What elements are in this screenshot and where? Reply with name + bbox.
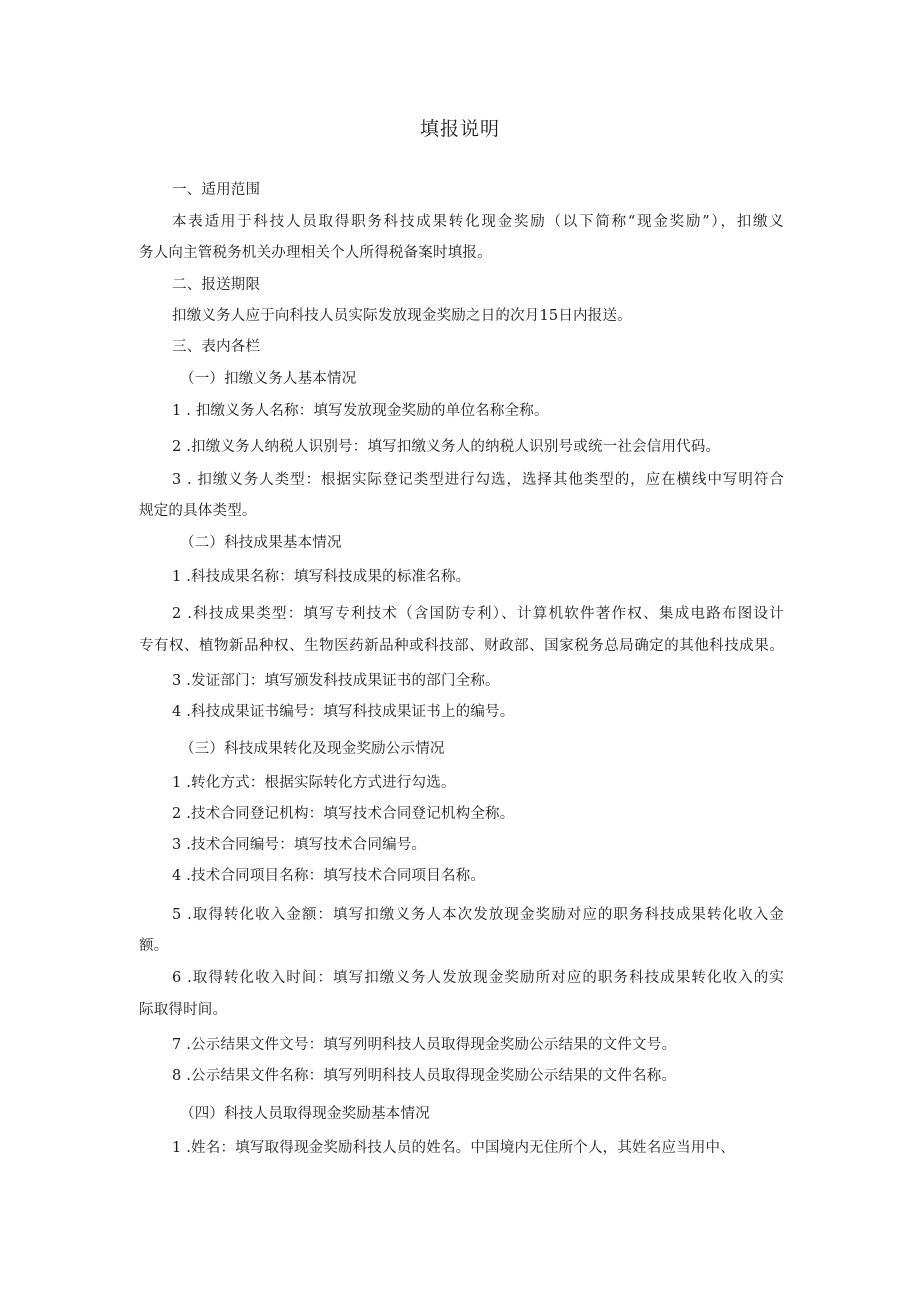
list-item: 4 .技术合同项目名称：填写技术合同项目名称。: [172, 868, 486, 884]
section-heading-deadline: 二、报送期限: [172, 277, 261, 293]
section-heading-fields: 三、表内各栏: [172, 339, 261, 355]
list-item: 1 .转化方式：根据实际转化方式进行勾选。: [172, 775, 456, 791]
section-heading-scope: 一、适用范围: [172, 182, 261, 198]
list-item: 6 .取得转化收入时间：填写扣缴义务人发放现金奖励所对应的职务科技成果转化收入的实: [172, 970, 784, 986]
subsection-heading: （一）扣缴义务人基本情况: [180, 371, 357, 387]
list-item: 3 .发证部门：填写颁发科技成果证书的部门全称。: [172, 673, 500, 689]
paragraph-line: 本表适用于科技人员取得职务科技成果转化现金奖励（以下简称“现金奖励”），扣缴义: [172, 214, 784, 230]
list-item: 2 .扣缴义务人纳税人识别号：填写扣缴义务人的纳税人识别号或统一社会信用代码。: [172, 439, 721, 455]
list-item: 3 . 扣缴义务人类型：根据实际登记类型进行勾选，选择其他类型的，应在横线中写明符合: [172, 472, 784, 488]
paragraph-line: 务人向主管税务机关办理相关个人所得税备案时填报。: [139, 245, 492, 261]
subsection-heading: （三）科技成果转化及现金奖励公示情况: [180, 741, 445, 757]
list-item: 2 .科技成果类型：填写专利技术（含国防专利）、计算机软件著作权、集成电路布图设计: [172, 606, 784, 622]
list-item-continuation: 额。: [139, 938, 169, 954]
subsection-heading: （二）科技成果基本情况: [180, 535, 342, 551]
paragraph-line: 扣缴义务人应于向科技人员实际发放现金奖励之日的次月15日内报送。: [172, 308, 632, 324]
list-item: 1 .科技成果名称：填写科技成果的标准名称。: [172, 569, 471, 585]
list-item: 1 .姓名：填写取得现金奖励科技人员的姓名。中国境内无住所个人，其姓名应当用中、: [172, 1140, 735, 1156]
list-item-continuation: 专有权、植物新品种权、生物医药新品种或科技部、财政部、国家税务总局确定的其他科技成果。: [139, 638, 784, 654]
subsection-heading: （四）科技人员取得现金奖励基本情况: [180, 1106, 430, 1122]
list-item-continuation: 规定的具体类型。: [139, 503, 257, 519]
list-item: 2 .技术合同登记机构：填写技术合同登记机构全称。: [172, 806, 515, 822]
list-item: 3 .技术合同编号：填写技术合同编号。: [172, 837, 427, 853]
list-item: 4 .科技成果证书编号：填写科技成果证书上的编号。: [172, 704, 515, 720]
list-item: 1 . 扣缴义务人名称：填写发放现金奖励的单位名称全称。: [172, 403, 549, 419]
list-item: 5 .取得转化收入金额：填写扣缴义务人本次发放现金奖励对应的职务科技成果转化收入金: [172, 907, 784, 923]
list-item: 8 .公示结果文件名称：填写列明科技人员取得现金奖励公示结果的文件名称。: [172, 1068, 677, 1084]
document-title: 填报说明: [419, 118, 500, 140]
list-item: 7 .公示结果文件文号：填写列明科技人员取得现金奖励公示结果的文件文号。: [172, 1037, 677, 1053]
list-item-continuation: 际取得时间。: [139, 1002, 228, 1018]
